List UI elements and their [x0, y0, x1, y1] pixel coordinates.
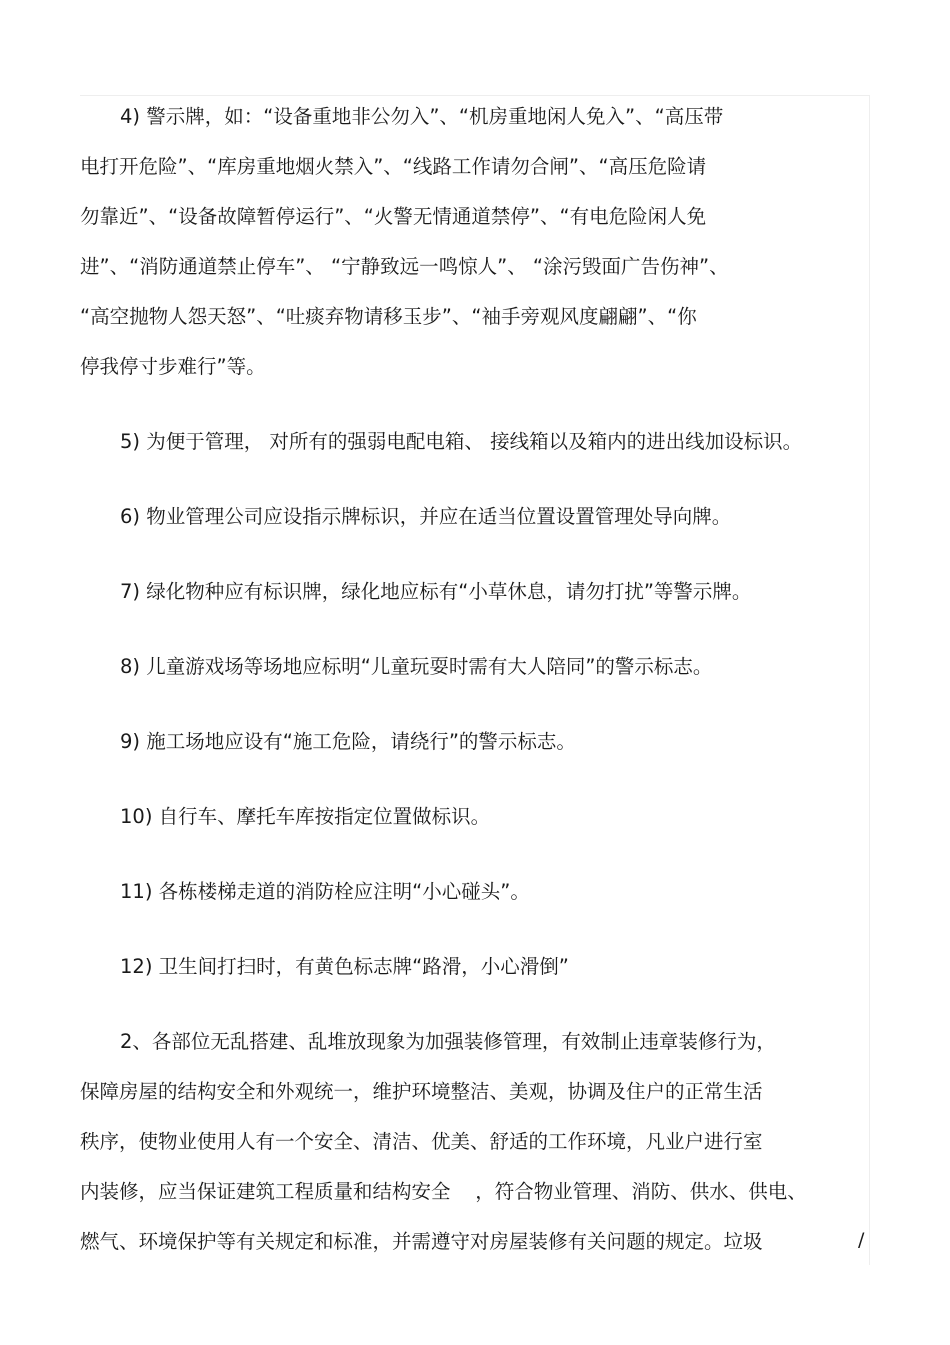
page-mark: / [858, 1229, 865, 1251]
list-item: 8) 儿童游戏场等场地应标明“儿童玩耍时需有大人陪同”的警示标志。 [120, 655, 713, 678]
list-item: 7) 绿化物种应有标识牌，绿化地应标有“小草休息，请勿打扰”等警示牌。 [120, 580, 752, 603]
list-item: 9) 施工场地应设有“施工危险，请绕行”的警示标志。 [120, 730, 576, 753]
paragraph-line: “高空抛物人怨天怒”、“吐痰弃物请移玉步”、“袖手旁观风度翩翩”、“你 [80, 305, 697, 328]
list-item: 10) 自行车、摩托车库按指定位置做标识。 [120, 805, 491, 828]
list-item: 6) 物业管理公司应设指示牌标识，并应在适当位置设置管理处导向牌。 [120, 505, 732, 528]
paragraph-line: 进”、“消防通道禁止停车”、 “宁静致远一鸣惊人”、 “涂污毁面广告伤神”、 [80, 255, 729, 278]
paragraph-line: 2、各部位无乱搭建、乱堆放现象为加强装修管理，有效制止违章装修行为， [120, 1030, 776, 1053]
paragraph-line: 燃气、环境保护等有关规定和标准，并需遵守对房屋装修有关问题的规定。垃圾 [80, 1230, 763, 1253]
list-item: 5) 为便于管理， 对所有的强弱电配电箱、 接线箱以及箱内的进出线加设标识。 [120, 430, 803, 453]
paragraph-line: 保障房屋的结构安全和外观统一，维护环境整洁、美观，协调及住户的正常生活 [80, 1080, 763, 1103]
paragraph-line: 停我停寸步难行”等。 [80, 355, 266, 378]
paragraph-line: 秩序，使物业使用人有一个安全、清洁、优美、舒适的工作环境，凡业户进行室 [80, 1130, 763, 1153]
paragraph-line: 电打开危险”、“库房重地烟火禁入”、“线路工作请勿合闸”、“高压危险请 [80, 155, 707, 178]
paragraph-line: 内装修，应当保证建筑工程质量和结构安全 ，符合物业管理、消防、供水、供电、 [80, 1180, 807, 1203]
paragraph-line: 4) 警示牌，如：“设备重地非公勿入”、“机房重地闲人免入”、“高压带 [120, 105, 724, 128]
paragraph-line: 勿靠近”、“设备故障暂停运行”、“火警无情通道禁停”、“有电危险闲人免 [80, 205, 707, 228]
list-item: 12) 卫生间打扫时，有黄色标志牌“路滑，小心滑倒” [120, 955, 569, 978]
list-item: 11) 各栋楼梯走道的消防栓应注明“小心碰头”。 [120, 880, 530, 903]
